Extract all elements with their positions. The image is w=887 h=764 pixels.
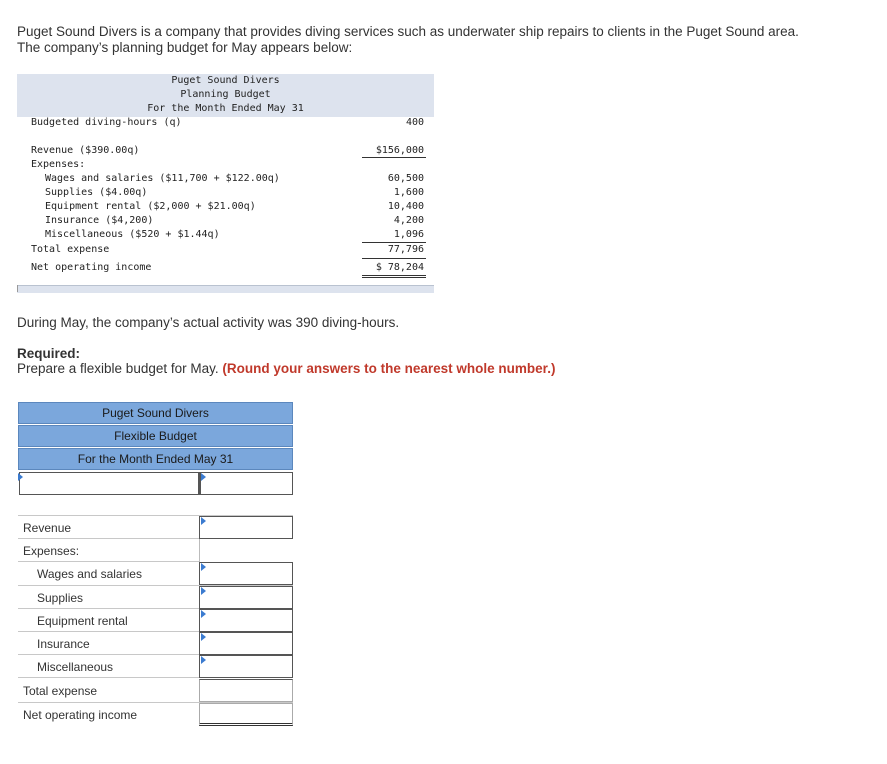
fb-supplies-row bbox=[18, 586, 293, 609]
pb-expense-value: 60,500 bbox=[387, 173, 424, 184]
pb-total-underline bbox=[362, 258, 426, 259]
required-section bbox=[17, 346, 555, 376]
input-marker-icon bbox=[18, 473, 23, 481]
pb-expense-row bbox=[17, 173, 434, 187]
pb-expenses-underline bbox=[362, 242, 426, 243]
pb-expense-value: 10,400 bbox=[387, 201, 424, 212]
input-marker-icon bbox=[201, 563, 206, 571]
pb-expense-label: Insurance ($4,200) bbox=[45, 215, 154, 226]
intro-line-2: The company’s planning budget for May appears below: bbox=[17, 40, 353, 55]
fb-total-output bbox=[199, 679, 293, 702]
input-marker-icon bbox=[201, 633, 206, 641]
fb-noi-output bbox=[199, 703, 293, 726]
fb-insurance-label: Insurance bbox=[37, 637, 90, 651]
fb-supplies-input[interactable] bbox=[199, 586, 293, 609]
fb-noi-row bbox=[18, 703, 293, 728]
pb-expense-row bbox=[17, 215, 434, 229]
input-marker-icon bbox=[201, 473, 206, 481]
pb-noi-label: Net operating income bbox=[31, 262, 152, 273]
pb-expense-value: 4,200 bbox=[393, 215, 424, 226]
pb-noi-double-underline-2 bbox=[362, 277, 426, 278]
fb-expenses-label: Expenses: bbox=[23, 544, 80, 558]
input-marker-icon bbox=[201, 656, 206, 664]
fb-activity-value-input[interactable] bbox=[199, 472, 293, 495]
required-text: Prepare a flexible budget for May. bbox=[17, 361, 219, 376]
pb-total-label: Total expense bbox=[31, 244, 110, 255]
pb-revenue-label: Revenue ($390.00q) bbox=[31, 145, 140, 156]
intro-text bbox=[17, 24, 877, 56]
pb-noi-row bbox=[17, 262, 434, 276]
fb-title-budget: Flexible Budget bbox=[18, 425, 293, 447]
pb-expense-label: Miscellaneous ($520 + $1.44q) bbox=[45, 229, 220, 240]
pb-expense-value: 1,096 bbox=[393, 229, 424, 240]
pb-expense-value: 1,600 bbox=[393, 187, 424, 198]
pb-revenue-value: $156,000 bbox=[375, 145, 424, 156]
fb-misc-input[interactable] bbox=[199, 655, 293, 678]
fb-total-label: Total expense bbox=[23, 684, 98, 698]
fb-wages-input[interactable] bbox=[199, 562, 293, 585]
intro-line-1: Puget Sound Divers is a company that provides diving services such as underwater ship repairs to clients in the Puget Sound area. bbox=[17, 24, 799, 39]
pb-expense-label: Wages and salaries ($11,700 + $122.00q) bbox=[45, 173, 280, 184]
fb-misc-label: Miscellaneous bbox=[37, 660, 114, 674]
fb-activity-label-input[interactable] bbox=[19, 472, 199, 495]
fb-title-period: For the Month Ended May 31 bbox=[18, 448, 293, 470]
fb-total-row bbox=[18, 679, 293, 703]
pb-bottom-bar bbox=[17, 285, 434, 293]
pb-left-edge bbox=[17, 285, 18, 292]
fb-equipment-input[interactable] bbox=[199, 609, 293, 632]
input-marker-icon bbox=[201, 610, 206, 618]
fb-expenses-spacer bbox=[199, 539, 293, 562]
fb-title-company: Puget Sound Divers bbox=[18, 402, 293, 424]
pb-expense-label: Equipment rental ($2,000 + $21.00q) bbox=[45, 201, 256, 212]
pb-expense-row bbox=[17, 187, 434, 201]
input-marker-icon bbox=[201, 517, 206, 525]
required-instructions bbox=[17, 361, 555, 376]
fb-expenses-row bbox=[18, 539, 293, 562]
pb-expense-row bbox=[17, 229, 434, 243]
fb-revenue-label: Revenue bbox=[23, 521, 72, 535]
fb-equipment-label: Equipment rental bbox=[37, 614, 128, 628]
pb-noi-value: $ 78,204 bbox=[375, 262, 424, 273]
pb-title-budget: Planning Budget bbox=[180, 89, 271, 100]
fb-supplies-label: Supplies bbox=[37, 591, 84, 605]
planning-budget-table bbox=[17, 74, 434, 292]
pb-activity-row bbox=[17, 117, 434, 131]
pb-expense-row bbox=[17, 201, 434, 215]
input-marker-icon bbox=[201, 587, 206, 595]
fb-equipment-row bbox=[18, 609, 293, 632]
pb-revenue-underline bbox=[362, 157, 426, 158]
fb-revenue-row bbox=[18, 515, 293, 539]
fb-noi-label: Net operating income bbox=[23, 708, 138, 722]
fb-misc-row bbox=[18, 655, 293, 678]
fb-wages-row bbox=[18, 562, 293, 586]
pb-title-period: For the Month Ended May 31 bbox=[147, 103, 304, 114]
pb-total-value: 77,796 bbox=[387, 244, 424, 255]
fb-activity-row bbox=[18, 472, 293, 495]
pb-activity-value: 400 bbox=[405, 117, 424, 128]
pb-expenses-label: Expenses: bbox=[31, 159, 86, 170]
fb-insurance-input[interactable] bbox=[199, 632, 293, 655]
rounding-note: (Round your answers to the nearest whole number.) bbox=[222, 361, 556, 376]
planning-budget-header bbox=[17, 74, 434, 117]
actual-activity-text: During May, the company’s actual activity was 390 diving-hours. bbox=[17, 315, 400, 330]
pb-expense-label: Supplies ($4.00q) bbox=[45, 187, 148, 198]
fb-wages-label: Wages and salaries bbox=[37, 567, 142, 581]
pb-noi-double-underline-1 bbox=[362, 275, 426, 276]
fb-revenue-input[interactable] bbox=[199, 516, 293, 539]
fb-insurance-row bbox=[18, 632, 293, 655]
pb-expenses-row bbox=[17, 159, 434, 173]
pb-title-company: Puget Sound Divers bbox=[171, 75, 280, 86]
pb-activity-label: Budgeted diving-hours (q) bbox=[31, 117, 182, 128]
required-label: Required: bbox=[17, 346, 81, 361]
pb-total-row bbox=[17, 244, 434, 258]
